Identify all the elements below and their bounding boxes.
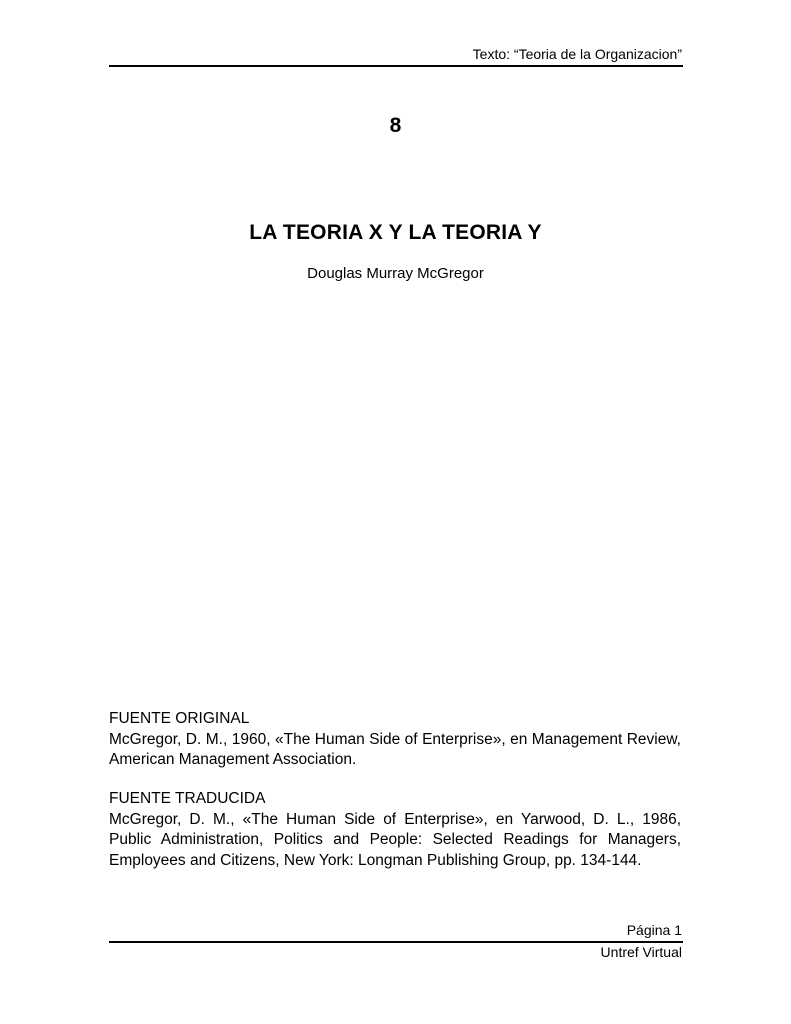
- translated-source-section: [109, 789, 681, 871]
- header-rule: [109, 65, 683, 67]
- footer-rule: [109, 941, 683, 943]
- translated-source-heading: FUENTE TRADUCIDA: [109, 790, 266, 807]
- original-source-heading: FUENTE ORIGINAL: [109, 710, 250, 727]
- page-number: Página 1: [626, 922, 682, 938]
- document-title: LA TEORIA X Y LA TEORIA Y: [249, 221, 542, 244]
- author-name: Douglas Murray McGregor: [307, 265, 484, 282]
- running-footer: Untref Virtual: [600, 944, 682, 960]
- chapter-number: 8: [389, 114, 402, 137]
- original-source-section: [109, 709, 681, 771]
- translated-source-citation: McGregor, D. M., «The Human Side of Enterprise», en Yarwood, D. L., 1986, Public Administration, Politics and People: Selected Readings for Managers, Employees and Citizens, New York: Longman Publishing Group, pp. 134-144.: [109, 810, 681, 869]
- original-source-citation: McGregor, D. M., 1960, «The Human Side of Enterprise», en Management Review, American Management Association.: [109, 730, 681, 768]
- running-header: Texto: “Teoria de la Organizacion”: [472, 46, 682, 62]
